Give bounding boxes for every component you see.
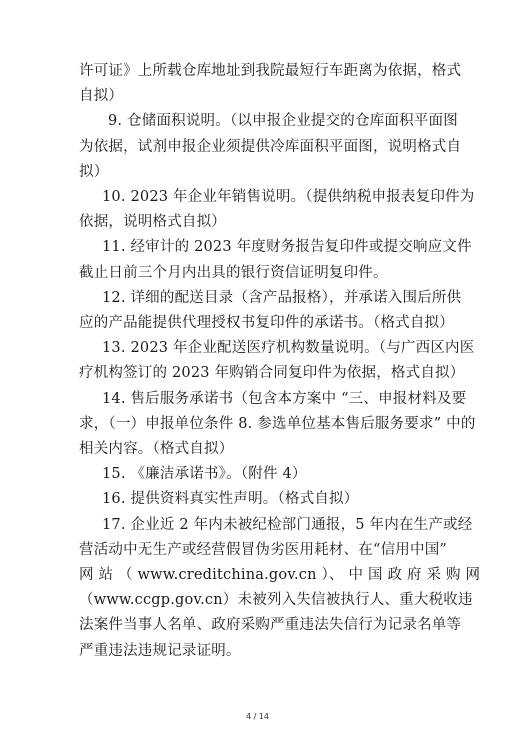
text-line: 自拟）: [79, 88, 124, 105]
text-line: 疗机构签订的 2023 年购销合同复印件为依据，格式自拟）: [79, 365, 465, 382]
text-line: （www.ccgp.gov.cn）未被列入失信被执行人、重大税收违: [79, 592, 473, 609]
text-line: 严重违法违规记录证明。: [79, 642, 241, 659]
text-line: 15. 《廉洁承诺书》。（附件 4）: [102, 466, 307, 483]
text-line: 许可证》上所载仓库地址到我院最短行车距离为依据，格式: [79, 63, 462, 79]
text-line: 网 站 （ www.creditchina.gov.cn ）、 中 国 政 府 采 购 网: [79, 567, 481, 583]
text-line: 相关内容。（格式自拟）: [79, 441, 234, 457]
text-line: 求，（一）申报单位条件 8. 参选单位基本售后服务要求” 中的: [79, 415, 476, 432]
text-line: 为依据，试剂申报企业须提供冷库面积平面图，说明格式自: [79, 138, 462, 155]
text-line: 13. 2023 年企业配送医疗机构数量说明。（与广西区内医: [102, 340, 475, 357]
text-line: 拟）: [79, 163, 109, 180]
text-line: 16. 提供资料真实性声明。（格式自拟）: [102, 491, 359, 508]
text-line: 截止日前三个月内出具的银行资信证明复印件。: [79, 264, 388, 281]
text-line: 依据，说明格式自拟）: [79, 214, 226, 231]
page-number: 4 / 14: [245, 712, 270, 721]
text-line: 14. 售后服务承诺书（包含本方案中 “三、申报材料及要: [102, 390, 467, 407]
text-line: 营活动中无生产或经营假冒伪劣医用耗材、在“信用中国”: [79, 541, 448, 558]
text-line: 12. 详细的配送目录（含产品报格），并承诺入围后所供: [102, 289, 462, 306]
text-line: 应的产品能提供代理授权书复印件的承诺书。（格式自拟）: [79, 315, 454, 331]
text-line: 17. 企业近 2 年内未被纪检部门通报，5 年内在生产或经: [102, 516, 473, 533]
text-line: 10. 2023 年企业年销售说明。（提供纳税申报表复印件为: [102, 189, 475, 205]
text-line: 11. 经审计的 2023 年度财务报告复印件或提交响应文件: [102, 239, 472, 256]
text-line: 9. 仓储面积说明。（以申报企业提交的仓库面积平面图: [108, 113, 458, 130]
text-line: 法案件当事人名单、政府采购严重违法失信行为记录名单等: [79, 617, 462, 634]
